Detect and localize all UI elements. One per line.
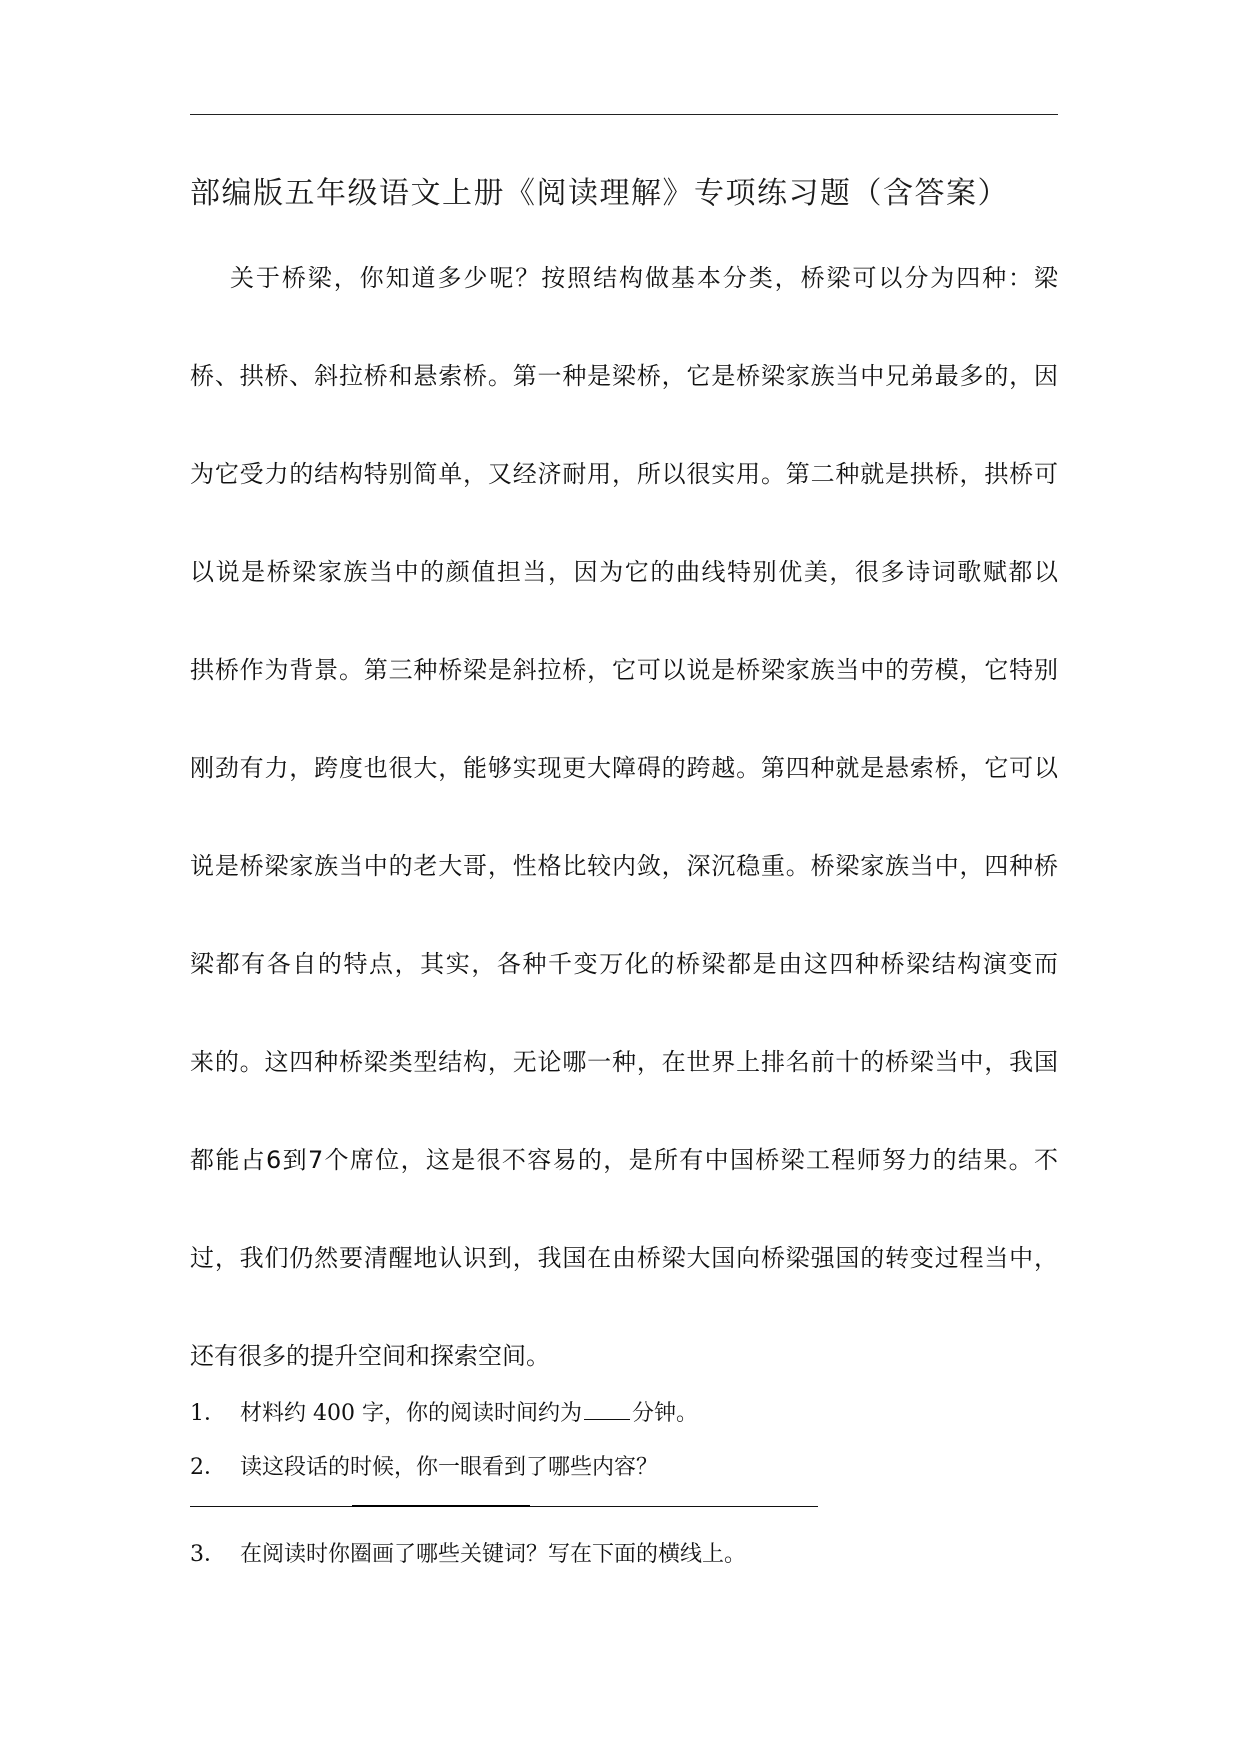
header-rule [190, 114, 1058, 115]
passage-line: 还有很多的提升空间和探索空间。 [190, 1342, 550, 1370]
passage-line: 为它受力的结构特别简单，又经济耐用，所以很实用。第二种就是拱桥，拱桥可 [190, 460, 1058, 488]
document-title: 部编版五年级语文上册《阅读理解》专项练习题（含答案） [190, 176, 1009, 211]
passage-line: 过，我们仍然要清醒地认识到，我国在由桥梁大国向桥梁强国的转变过程当中， [190, 1244, 1058, 1272]
question-3 [190, 1539, 746, 1571]
passage-line: 拱桥作为背景。第三种桥梁是斜拉桥，它可以说是桥梁家族当中的劳模，它特别 [190, 656, 1058, 684]
question-text: 材料约 400 字，你的阅读时间约为 [240, 1401, 582, 1426]
passage-line: 以说是桥梁家族当中的颜值担当，因为它的曲线特别优美，很多诗词歌赋都以 [190, 558, 1058, 586]
passage-line: 关于桥梁，你知道多少呢？按照结构做基本分类，桥梁可以分为四种：梁 [230, 264, 1058, 292]
passage-line: 来的。这四种桥梁类型结构，无论哪一种，在世界上排名前十的桥梁当中，我国 [190, 1048, 1058, 1076]
question-2 [190, 1452, 658, 1484]
question-number: 3． [190, 1542, 226, 1567]
answer-line-segment [352, 1505, 530, 1507]
answer-blank[interactable] [584, 1419, 630, 1420]
question-text: 读这段话的时候，你一眼看到了哪些内容？ [240, 1455, 659, 1480]
passage-line: 都能占6到7个席位，这是很不容易的，是所有中国桥梁工程师努力的结果。不 [190, 1146, 1058, 1174]
passage-line: 刚劲有力，跨度也很大，能够实现更大障碍的跨越。第四种就是悬索桥，它可以 [190, 754, 1058, 782]
passage-line: 说是桥梁家族当中的老大哥，性格比较内敛，深沉稳重。桥梁家族当中，四种桥 [190, 852, 1058, 880]
passage-line: 梁都有各自的特点，其实，各种千变万化的桥梁都是由这四种桥梁结构演变而 [190, 950, 1058, 978]
question-text: 分钟。 [631, 1401, 698, 1426]
question-text: 在阅读时你圈画了哪些关键词？写在下面的横线上。 [240, 1542, 747, 1567]
passage-line: 桥、拱桥、斜拉桥和悬索桥。第一种是梁桥，它是桥梁家族当中兄弟最多的，因 [190, 362, 1058, 390]
question-1 [190, 1398, 698, 1430]
question-number: 1． [190, 1401, 226, 1426]
question-number: 2． [190, 1455, 226, 1480]
